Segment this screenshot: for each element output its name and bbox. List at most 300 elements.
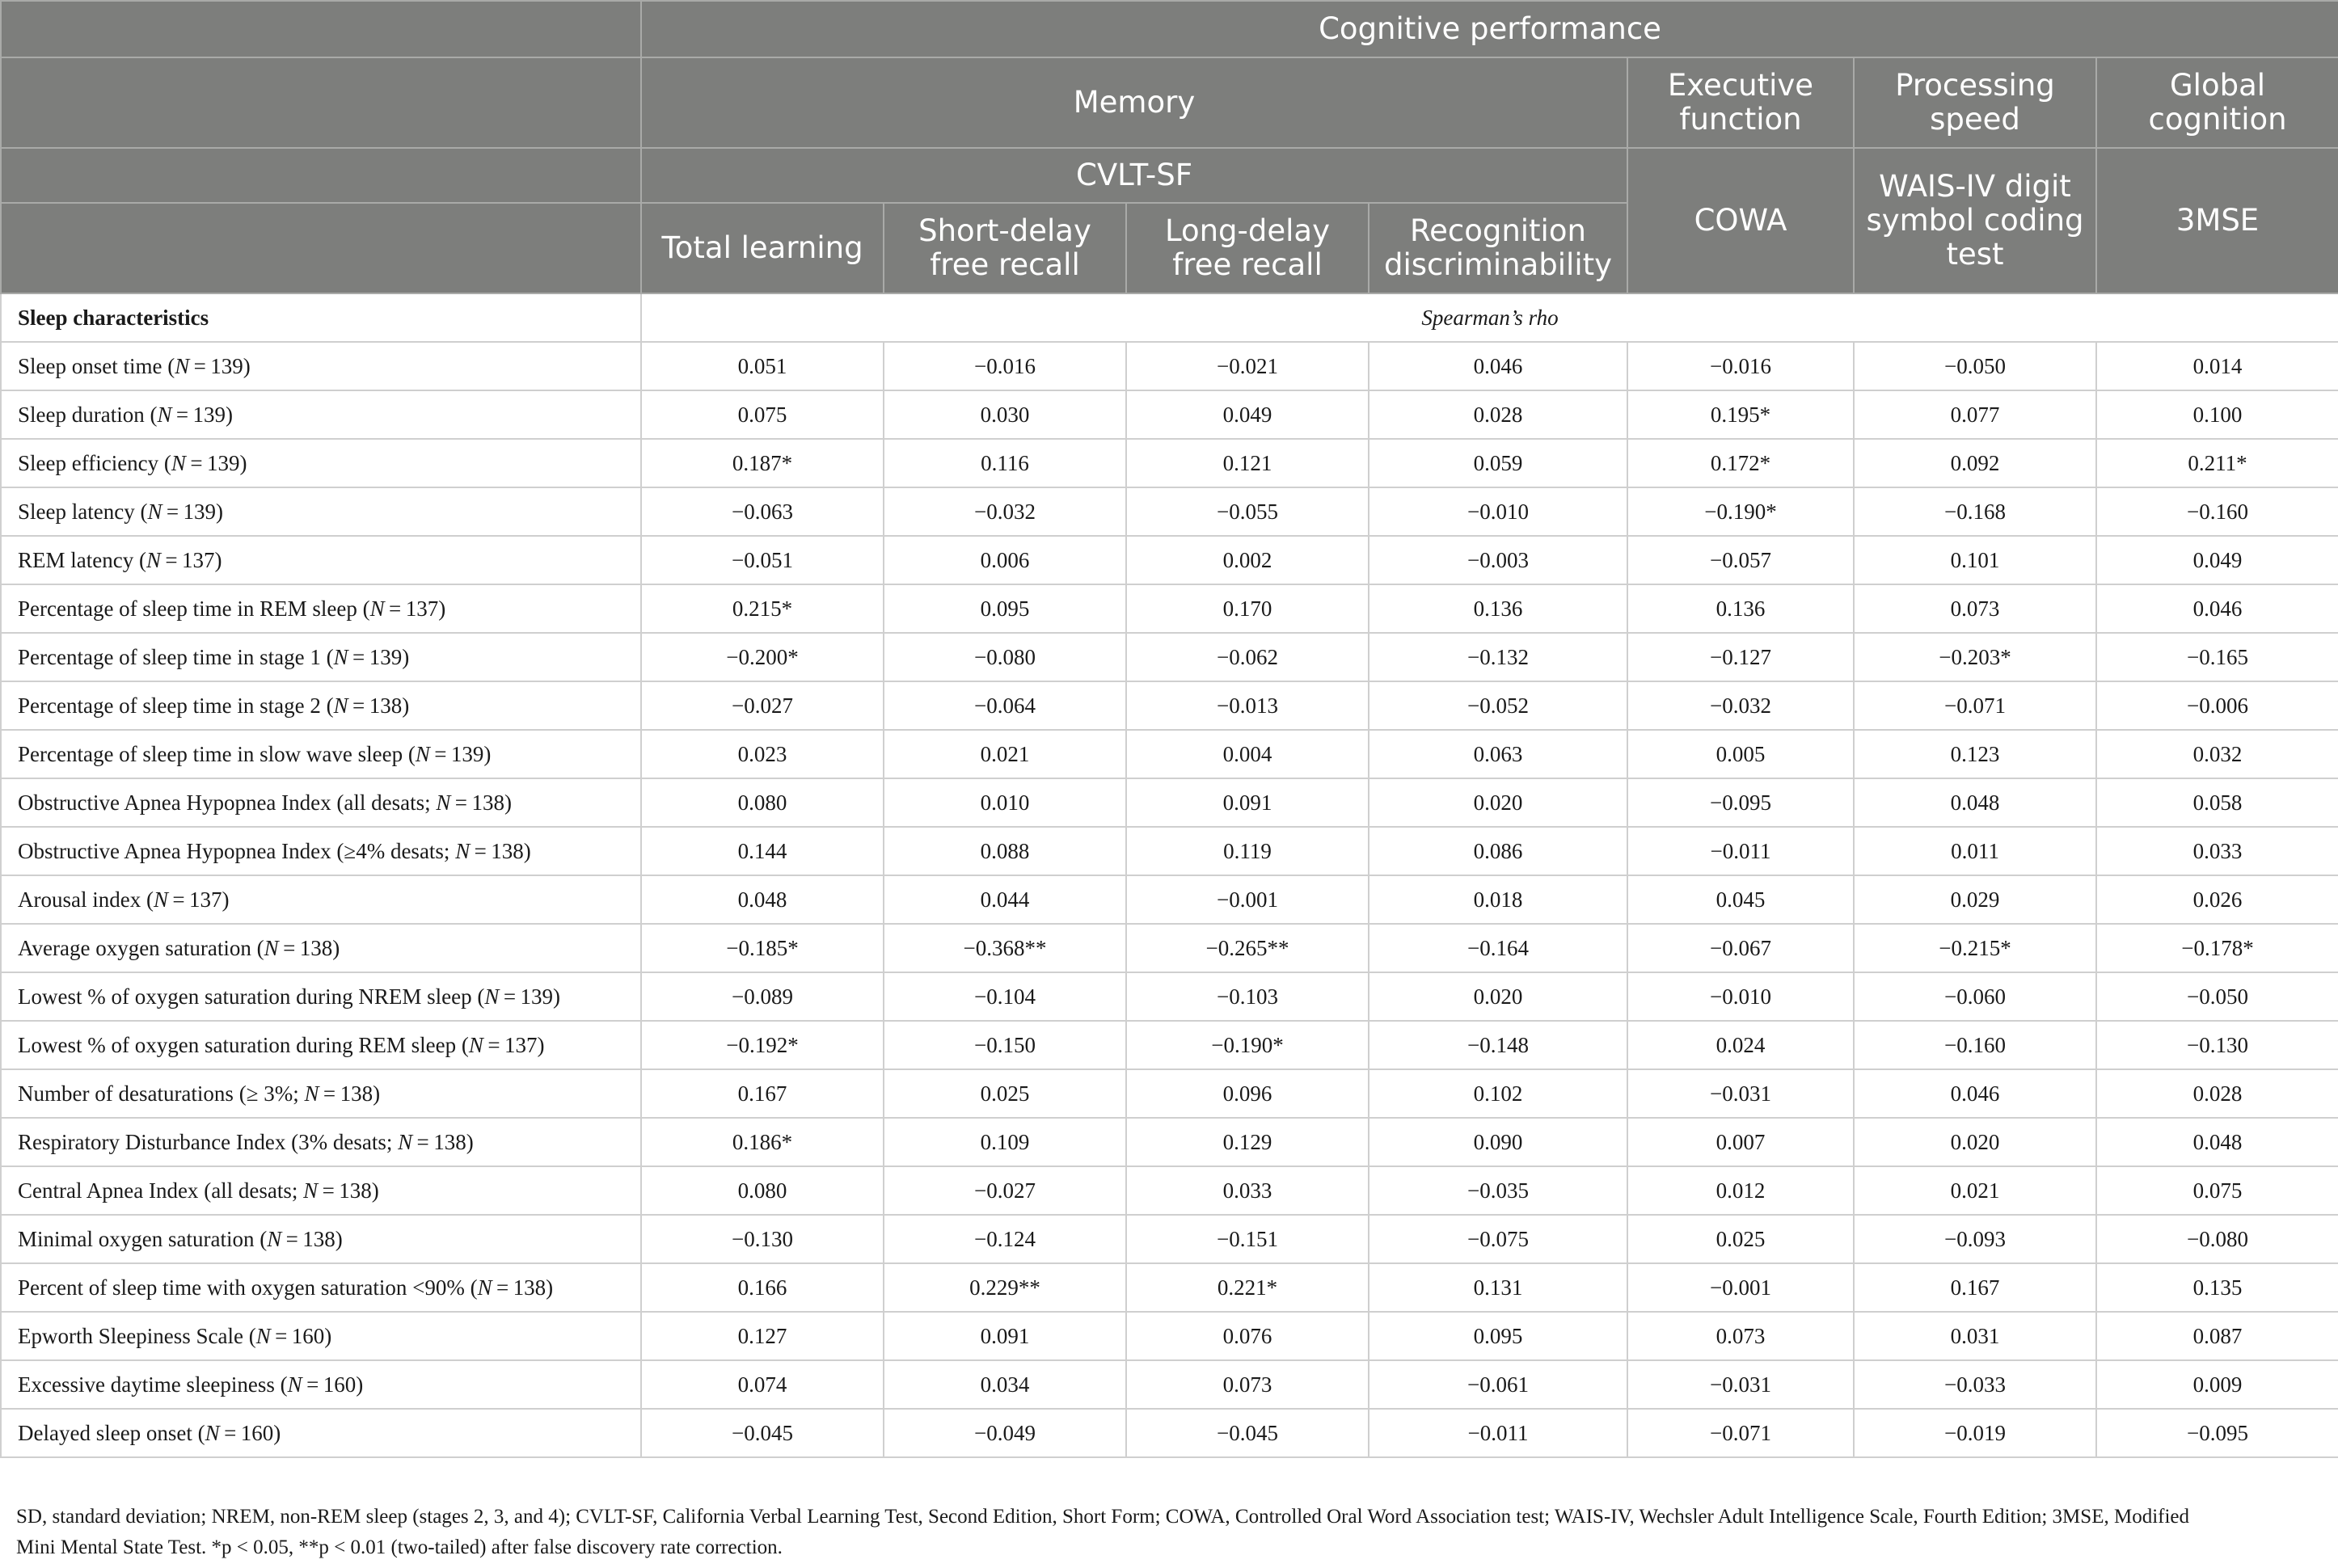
row-label-text: Sleep efficiency xyxy=(18,450,159,475)
correlation-cell: 0.018 xyxy=(1369,875,1627,924)
correlation-cell: 0.127 xyxy=(641,1312,884,1360)
row-label-qualifier: 3% desats; xyxy=(298,1129,399,1154)
sample-size-symbol: N xyxy=(205,1420,220,1445)
header-subtest-recognition: Recognition discriminability xyxy=(1369,203,1627,293)
row-label: Percent of sleep time with oxygen saturation <90% (N = 138) xyxy=(1,1263,641,1312)
table-body xyxy=(1,293,2338,1457)
table-row xyxy=(1,1021,2338,1069)
correlation-cell: 0.009 xyxy=(2096,1360,2338,1409)
header-domain-global: Global cognition xyxy=(2096,57,2338,148)
correlation-cell: −0.127 xyxy=(1627,633,1854,681)
sample-size-symbol: N xyxy=(287,1372,302,1397)
correlation-cell: −0.265** xyxy=(1126,924,1369,972)
row-label: Sleep onset time (N = 139) xyxy=(1,342,641,390)
correlation-cell: 0.096 xyxy=(1126,1069,1369,1118)
correlation-cell: 0.048 xyxy=(2096,1118,2338,1166)
row-label: Lowest % of oxygen saturation during REM sleep (N = 137) xyxy=(1,1021,641,1069)
row-label: Central Apnea Index (all desats; N = 138) xyxy=(1,1166,641,1215)
sample-size-value: 139 xyxy=(206,450,240,475)
row-label: Sleep efficiency (N = 139) xyxy=(1,439,641,487)
correlation-cell: 0.187* xyxy=(641,439,884,487)
correlation-cell: 0.091 xyxy=(884,1312,1126,1360)
section-row xyxy=(1,293,2338,342)
row-label-qualifier: ≥4% desats; xyxy=(344,838,456,863)
correlation-cell: 0.167 xyxy=(1854,1263,2096,1312)
correlation-cell: −0.027 xyxy=(884,1166,1126,1215)
correlation-cell: 0.129 xyxy=(1126,1118,1369,1166)
sample-size-symbol: N xyxy=(333,644,348,669)
sample-size-value: 138 xyxy=(369,693,403,718)
sample-size-symbol: N xyxy=(146,547,161,572)
header-row-3 xyxy=(1,148,2338,203)
correlation-cell: −0.075 xyxy=(1369,1215,1627,1263)
row-label: Epworth Sleepiness Scale (N = 160) xyxy=(1,1312,641,1360)
sample-size-symbol: N xyxy=(157,402,172,427)
sample-size-value: 138 xyxy=(302,1226,336,1251)
correlation-cell: 0.073 xyxy=(1126,1360,1369,1409)
correlation-cell: −0.192* xyxy=(641,1021,884,1069)
correlation-cell: −0.051 xyxy=(641,536,884,584)
correlation-cell: −0.003 xyxy=(1369,536,1627,584)
correlation-cell: −0.071 xyxy=(1854,681,2096,730)
correlation-cell: −0.148 xyxy=(1369,1021,1627,1069)
correlation-cell: 0.051 xyxy=(641,342,884,390)
correlation-cell: 0.135 xyxy=(2096,1263,2338,1312)
row-label-text: Percent of sleep time with oxygen saturation <90% xyxy=(18,1275,465,1300)
row-label: Excessive daytime sleepiness (N = 160) xyxy=(1,1360,641,1409)
correlation-cell: 0.136 xyxy=(1627,584,1854,633)
row-label: Percentage of sleep time in stage 2 (N = 138) xyxy=(1,681,641,730)
correlation-cell: 0.025 xyxy=(1627,1215,1854,1263)
correlation-cell: −0.001 xyxy=(1126,875,1369,924)
row-label-text: Epworth Sleepiness Scale xyxy=(18,1323,243,1348)
correlation-cell: −0.021 xyxy=(1126,342,1369,390)
row-label-text: Average oxygen saturation xyxy=(18,935,251,960)
correlation-cell: −0.055 xyxy=(1126,487,1369,536)
correlation-cell: 0.087 xyxy=(2096,1312,2338,1360)
sample-size-value: 138 xyxy=(491,838,524,863)
table-row xyxy=(1,1215,2338,1263)
correlation-cell: 0.101 xyxy=(1854,536,2096,584)
correlation-cell: −0.165 xyxy=(2096,633,2338,681)
correlation-cell: −0.060 xyxy=(1854,972,2096,1021)
header-blank xyxy=(1,57,641,148)
sample-size-value: 138 xyxy=(339,1178,372,1203)
table-row xyxy=(1,1312,2338,1360)
sample-size-symbol: N xyxy=(304,1081,319,1106)
correlation-cell: −0.032 xyxy=(1627,681,1854,730)
correlation-cell: −0.033 xyxy=(1854,1360,2096,1409)
row-label-text: REM latency xyxy=(18,547,134,572)
correlation-cell: 0.004 xyxy=(1126,730,1369,778)
row-label: Arousal index (N = 137) xyxy=(1,875,641,924)
row-label: REM latency (N = 137) xyxy=(1,536,641,584)
row-label-text: Sleep latency xyxy=(18,499,135,524)
correlation-cell: 0.046 xyxy=(2096,584,2338,633)
correlation-cell: −0.016 xyxy=(1627,342,1854,390)
sample-size-symbol: N xyxy=(468,1032,483,1057)
sample-size-symbol: N xyxy=(175,353,190,378)
table-row xyxy=(1,390,2338,439)
correlation-cell: 0.080 xyxy=(641,1166,884,1215)
row-label-text: Excessive daytime sleepiness xyxy=(18,1372,275,1397)
correlation-cell: 0.028 xyxy=(2096,1069,2338,1118)
correlation-cell: −0.016 xyxy=(884,342,1126,390)
correlation-cell: −0.178* xyxy=(2096,924,2338,972)
sample-size-symbol: N xyxy=(147,499,162,524)
sample-size-symbol: N xyxy=(455,838,471,863)
correlation-cell: −0.160 xyxy=(1854,1021,2096,1069)
correlation-cell: 0.215* xyxy=(641,584,884,633)
correlation-cell: 0.025 xyxy=(884,1069,1126,1118)
sample-size-symbol: N xyxy=(255,1323,271,1348)
correlation-cell: 0.076 xyxy=(1126,1312,1369,1360)
correlation-cell: −0.130 xyxy=(2096,1021,2338,1069)
row-label: Number of desaturations (≥ 3%; N = 138) xyxy=(1,1069,641,1118)
row-label: Respiratory Disturbance Index (3% desats; N = 138) xyxy=(1,1118,641,1166)
table-row xyxy=(1,730,2338,778)
correlation-cell: −0.063 xyxy=(641,487,884,536)
table-row xyxy=(1,778,2338,827)
correlation-cell: 0.091 xyxy=(1126,778,1369,827)
correlation-cell: 0.046 xyxy=(1854,1069,2096,1118)
sample-size-value: 138 xyxy=(340,1081,373,1106)
row-label: Lowest % of oxygen saturation during NREM sleep (N = 139) xyxy=(1,972,641,1021)
correlation-cell: −0.011 xyxy=(1369,1409,1627,1457)
sample-size-value: 160 xyxy=(323,1372,357,1397)
correlation-cell: 0.073 xyxy=(1627,1312,1854,1360)
sample-size-symbol: N xyxy=(369,596,385,621)
correlation-cell: 0.033 xyxy=(1126,1166,1369,1215)
correlation-cell: 0.221* xyxy=(1126,1263,1369,1312)
header-test-cowa: COWA xyxy=(1627,148,1854,293)
correlation-cell: 0.131 xyxy=(1369,1263,1627,1312)
table-row xyxy=(1,1360,2338,1409)
correlation-cell: 0.186* xyxy=(641,1118,884,1166)
correlation-cell: 0.024 xyxy=(1627,1021,1854,1069)
correlation-cell: 0.109 xyxy=(884,1118,1126,1166)
correlation-cell: −0.061 xyxy=(1369,1360,1627,1409)
correlation-cell: −0.368** xyxy=(884,924,1126,972)
correlation-cell: −0.160 xyxy=(2096,487,2338,536)
table-row xyxy=(1,972,2338,1021)
correlation-cell: 0.049 xyxy=(2096,536,2338,584)
correlation-cell: −0.057 xyxy=(1627,536,1854,584)
table-footnote xyxy=(16,1502,2320,1563)
correlation-cell: −0.130 xyxy=(641,1215,884,1263)
sample-size-value: 138 xyxy=(299,935,333,960)
row-label-text: Percentage of sleep time in stage 2 xyxy=(18,693,321,718)
correlation-cell: 0.170 xyxy=(1126,584,1369,633)
correlation-cell: −0.164 xyxy=(1369,924,1627,972)
sample-size-symbol: N xyxy=(436,790,451,815)
header-test-wais: WAIS-IV digit symbol coding test xyxy=(1854,148,2096,293)
header-row-2 xyxy=(1,57,2338,148)
row-label: Minimal oxygen saturation (N = 138) xyxy=(1,1215,641,1263)
row-label-text: Lowest % of oxygen saturation during NREM sleep xyxy=(18,984,472,1009)
row-label: Obstructive Apnea Hypopnea Index (≥4% desats; N = 138) xyxy=(1,827,641,875)
row-label-qualifier: all desats; xyxy=(344,790,437,815)
correlation-cell: 0.029 xyxy=(1854,875,2096,924)
section-label: Sleep characteristics xyxy=(1,293,641,342)
row-label-text: Obstructive Apnea Hypopnea Index xyxy=(18,838,331,863)
header-domain-processing: Processing speed xyxy=(1854,57,2096,148)
sample-size-value: 138 xyxy=(513,1275,547,1300)
correlation-cell: 0.028 xyxy=(1369,390,1627,439)
table-row xyxy=(1,536,2338,584)
correlation-cell: 0.010 xyxy=(884,778,1126,827)
correlation-cell: −0.203* xyxy=(1854,633,2096,681)
row-label-text: Obstructive Apnea Hypopnea Index xyxy=(18,790,331,815)
correlation-cell: −0.045 xyxy=(641,1409,884,1457)
sample-size-value: 139 xyxy=(192,402,226,427)
correlation-cell: −0.031 xyxy=(1627,1360,1854,1409)
correlation-cell: −0.190* xyxy=(1126,1021,1369,1069)
row-label: Percentage of sleep time in slow wave sleep (N = 139) xyxy=(1,730,641,778)
table-row xyxy=(1,1069,2338,1118)
correlation-cell: 0.048 xyxy=(641,875,884,924)
sample-size-value: 137 xyxy=(405,596,439,621)
row-label-text: Percentage of sleep time in stage 1 xyxy=(18,644,321,669)
correlation-cell: 0.020 xyxy=(1369,972,1627,1021)
correlation-cell: −0.080 xyxy=(884,633,1126,681)
correlation-cell: −0.006 xyxy=(2096,681,2338,730)
row-label-text: Percentage of sleep time in slow wave sleep xyxy=(18,741,403,766)
correlation-cell: 0.048 xyxy=(1854,778,2096,827)
correlation-cell: −0.124 xyxy=(884,1215,1126,1263)
correlation-cell: 0.167 xyxy=(641,1069,884,1118)
header-blank xyxy=(1,1,641,57)
correlation-cell: 0.102 xyxy=(1369,1069,1627,1118)
correlation-cell: 0.046 xyxy=(1369,342,1627,390)
correlation-cell: 0.032 xyxy=(2096,730,2338,778)
sample-size-symbol: N xyxy=(171,450,186,475)
sample-size-value: 137 xyxy=(504,1032,538,1057)
table-row xyxy=(1,827,2338,875)
table-row xyxy=(1,584,2338,633)
row-label-text: Minimal oxygen saturation xyxy=(18,1226,255,1251)
correlation-cell: 0.030 xyxy=(884,390,1126,439)
correlation-cell: 0.021 xyxy=(1854,1166,2096,1215)
correlation-cell: −0.095 xyxy=(2096,1409,2338,1457)
correlation-cell: −0.027 xyxy=(641,681,884,730)
correlation-cell: 0.195* xyxy=(1627,390,1854,439)
sample-size-value: 137 xyxy=(182,547,215,572)
correlation-cell: 0.086 xyxy=(1369,827,1627,875)
sample-size-value: 137 xyxy=(189,887,222,912)
row-label: Sleep duration (N = 139) xyxy=(1,390,641,439)
correlation-cell: 0.095 xyxy=(1369,1312,1627,1360)
correlation-cell: 0.020 xyxy=(1369,778,1627,827)
sample-size-value: 139 xyxy=(183,499,217,524)
row-label-text: Number of desaturations xyxy=(18,1081,234,1106)
row-label-text: Sleep onset time xyxy=(18,353,162,378)
correlation-cell: −0.049 xyxy=(884,1409,1126,1457)
correlation-cell: −0.011 xyxy=(1627,827,1854,875)
header-row-1 xyxy=(1,1,2338,57)
table-row xyxy=(1,875,2338,924)
correlation-cell: −0.132 xyxy=(1369,633,1627,681)
header-test-3mse: 3MSE xyxy=(2096,148,2338,293)
header-blank xyxy=(1,203,641,293)
correlation-cell: 0.073 xyxy=(1854,584,2096,633)
correlation-cell: 0.007 xyxy=(1627,1118,1854,1166)
correlation-cell: 0.021 xyxy=(884,730,1126,778)
table-row xyxy=(1,1166,2338,1215)
correlation-cell: 0.092 xyxy=(1854,439,2096,487)
row-label: Percentage of sleep time in REM sleep (N = 137) xyxy=(1,584,641,633)
correlation-cell: 0.116 xyxy=(884,439,1126,487)
correlation-cell: 0.172* xyxy=(1627,439,1854,487)
correlation-cell: 0.023 xyxy=(641,730,884,778)
correlation-cell: −0.031 xyxy=(1627,1069,1854,1118)
correlation-cell: −0.190* xyxy=(1627,487,1854,536)
correlation-cell: −0.019 xyxy=(1854,1409,2096,1457)
correlation-cell: 0.059 xyxy=(1369,439,1627,487)
correlation-cell: 0.005 xyxy=(1627,730,1854,778)
table-row xyxy=(1,924,2338,972)
correlation-cell: 0.119 xyxy=(1126,827,1369,875)
correlation-cell: −0.168 xyxy=(1854,487,2096,536)
correlation-cell: −0.200* xyxy=(641,633,884,681)
correlation-cell: −0.064 xyxy=(884,681,1126,730)
correlation-cell: −0.089 xyxy=(641,972,884,1021)
correlation-cell: 0.123 xyxy=(1854,730,2096,778)
row-label-text: Percentage of sleep time in REM sleep xyxy=(18,596,357,621)
correlation-cell: 0.044 xyxy=(884,875,1126,924)
table-row xyxy=(1,342,2338,390)
table-row xyxy=(1,1118,2338,1166)
correlation-cell: −0.045 xyxy=(1126,1409,1369,1457)
correlation-cell: 0.211* xyxy=(2096,439,2338,487)
sample-size-symbol: N xyxy=(153,887,168,912)
header-cognitive-performance: Cognitive performance xyxy=(641,1,2338,57)
table-row xyxy=(1,1263,2338,1312)
correlation-cell: 0.077 xyxy=(1854,390,2096,439)
sample-size-symbol: N xyxy=(267,1226,282,1251)
correlation-cell: 0.075 xyxy=(641,390,884,439)
row-label-qualifier: ≥ 3%; xyxy=(246,1081,305,1106)
correlation-cell: −0.050 xyxy=(1854,342,2096,390)
correlation-cell: 0.002 xyxy=(1126,536,1369,584)
header-domain-executive: Executive function xyxy=(1627,57,1854,148)
correlation-cell: −0.067 xyxy=(1627,924,1854,972)
correlation-cell: 0.075 xyxy=(2096,1166,2338,1215)
sample-size-symbol: N xyxy=(333,693,348,718)
correlation-cell: −0.071 xyxy=(1627,1409,1854,1457)
header-subtest-short-delay: Short-delay free recall xyxy=(884,203,1126,293)
header-subtest-total-learning: Total learning xyxy=(641,203,884,293)
table-row xyxy=(1,681,2338,730)
correlation-cell: 0.088 xyxy=(884,827,1126,875)
correlation-cell: 0.058 xyxy=(2096,778,2338,827)
correlation-cell: 0.020 xyxy=(1854,1118,2096,1166)
correlation-cell: 0.045 xyxy=(1627,875,1854,924)
correlation-cell: 0.034 xyxy=(884,1360,1126,1409)
sample-size-symbol: N xyxy=(415,741,430,766)
correlation-cell: −0.093 xyxy=(1854,1215,2096,1263)
sample-size-value: 138 xyxy=(471,790,504,815)
correlation-cell: 0.080 xyxy=(641,778,884,827)
correlation-cell: 0.063 xyxy=(1369,730,1627,778)
sample-size-value: 160 xyxy=(240,1420,274,1445)
header-subtest-long-delay: Long-delay free recall xyxy=(1126,203,1369,293)
row-label-text: Sleep duration xyxy=(18,402,145,427)
correlation-cell: 0.014 xyxy=(2096,342,2338,390)
sample-size-symbol: N xyxy=(484,984,500,1009)
row-label: Average oxygen saturation (N = 138) xyxy=(1,924,641,972)
row-label: Delayed sleep onset (N = 160) xyxy=(1,1409,641,1457)
sample-size-value: 138 xyxy=(433,1129,466,1154)
correlation-cell: 0.100 xyxy=(2096,390,2338,439)
correlation-cell: −0.035 xyxy=(1369,1166,1627,1215)
correlation-cell: −0.013 xyxy=(1126,681,1369,730)
footnote-line-2: Mini Mental State Test. *p < 0.05, **p < 0.01 (two-tailed) after false discovery rate correction. xyxy=(16,1536,783,1558)
table-row xyxy=(1,1409,2338,1457)
correlation-cell: −0.001 xyxy=(1627,1263,1854,1312)
sample-size-symbol: N xyxy=(477,1275,492,1300)
correlation-cell: 0.166 xyxy=(641,1263,884,1312)
correlation-cell: 0.012 xyxy=(1627,1166,1854,1215)
sample-size-value: 160 xyxy=(291,1323,325,1348)
header-domain-memory: Memory xyxy=(641,57,1627,148)
sample-size-symbol: N xyxy=(303,1178,319,1203)
correlation-cell: −0.103 xyxy=(1126,972,1369,1021)
row-label-text: Lowest % of oxygen saturation during REM sleep xyxy=(18,1032,457,1057)
table-row xyxy=(1,439,2338,487)
sample-size-symbol: N xyxy=(264,935,279,960)
correlation-cell: −0.095 xyxy=(1627,778,1854,827)
correlation-cell: −0.215* xyxy=(1854,924,2096,972)
footnote-line-1: SD, standard deviation; NREM, non-REM sleep (stages 2, 3, and 4); CVLT-SF, California Verbal Learning Test, Second Edition, Short Form; COWA, Controlled Oral Word Association test; WAIS-IV, Wechsler Adult Intelligence Scale, Fourth Edition; 3MSE, Modified xyxy=(16,1506,2190,1528)
table-row xyxy=(1,487,2338,536)
sample-size-value: 139 xyxy=(450,741,484,766)
correlation-cell: −0.151 xyxy=(1126,1215,1369,1263)
correlation-cell: −0.150 xyxy=(884,1021,1126,1069)
row-label-text: Arousal index xyxy=(18,887,141,912)
row-label: Percentage of sleep time in stage 1 (N = 139) xyxy=(1,633,641,681)
sample-size-value: 139 xyxy=(520,984,553,1009)
row-label: Sleep latency (N = 139) xyxy=(1,487,641,536)
section-statistic: Spearman’s rho xyxy=(641,293,2338,342)
sample-size-symbol: N xyxy=(398,1129,413,1154)
correlation-cell: 0.011 xyxy=(1854,827,2096,875)
correlation-cell: −0.052 xyxy=(1369,681,1627,730)
row-label-text: Delayed sleep onset xyxy=(18,1420,192,1445)
correlation-cell: 0.144 xyxy=(641,827,884,875)
header-blank xyxy=(1,148,641,203)
header-test-cvlt: CVLT-SF xyxy=(641,148,1627,203)
correlation-cell: 0.095 xyxy=(884,584,1126,633)
table-header xyxy=(1,1,2338,293)
row-label: Obstructive Apnea Hypopnea Index (all desats; N = 138) xyxy=(1,778,641,827)
correlation-cell: −0.185* xyxy=(641,924,884,972)
sample-size-value: 139 xyxy=(210,353,243,378)
correlation-cell: −0.010 xyxy=(1627,972,1854,1021)
correlation-cell: −0.010 xyxy=(1369,487,1627,536)
correlation-cell: 0.136 xyxy=(1369,584,1627,633)
row-label-text: Central Apnea Index xyxy=(18,1178,199,1203)
correlation-cell: 0.033 xyxy=(2096,827,2338,875)
row-label-qualifier: all desats; xyxy=(211,1178,304,1203)
correlation-cell: 0.031 xyxy=(1854,1312,2096,1360)
correlation-cell: 0.229** xyxy=(884,1263,1126,1312)
correlation-cell: −0.050 xyxy=(2096,972,2338,1021)
row-label-text: Respiratory Disturbance Index xyxy=(18,1129,286,1154)
correlation-cell: 0.006 xyxy=(884,536,1126,584)
correlation-cell: −0.104 xyxy=(884,972,1126,1021)
correlation-cell: 0.090 xyxy=(1369,1118,1627,1166)
